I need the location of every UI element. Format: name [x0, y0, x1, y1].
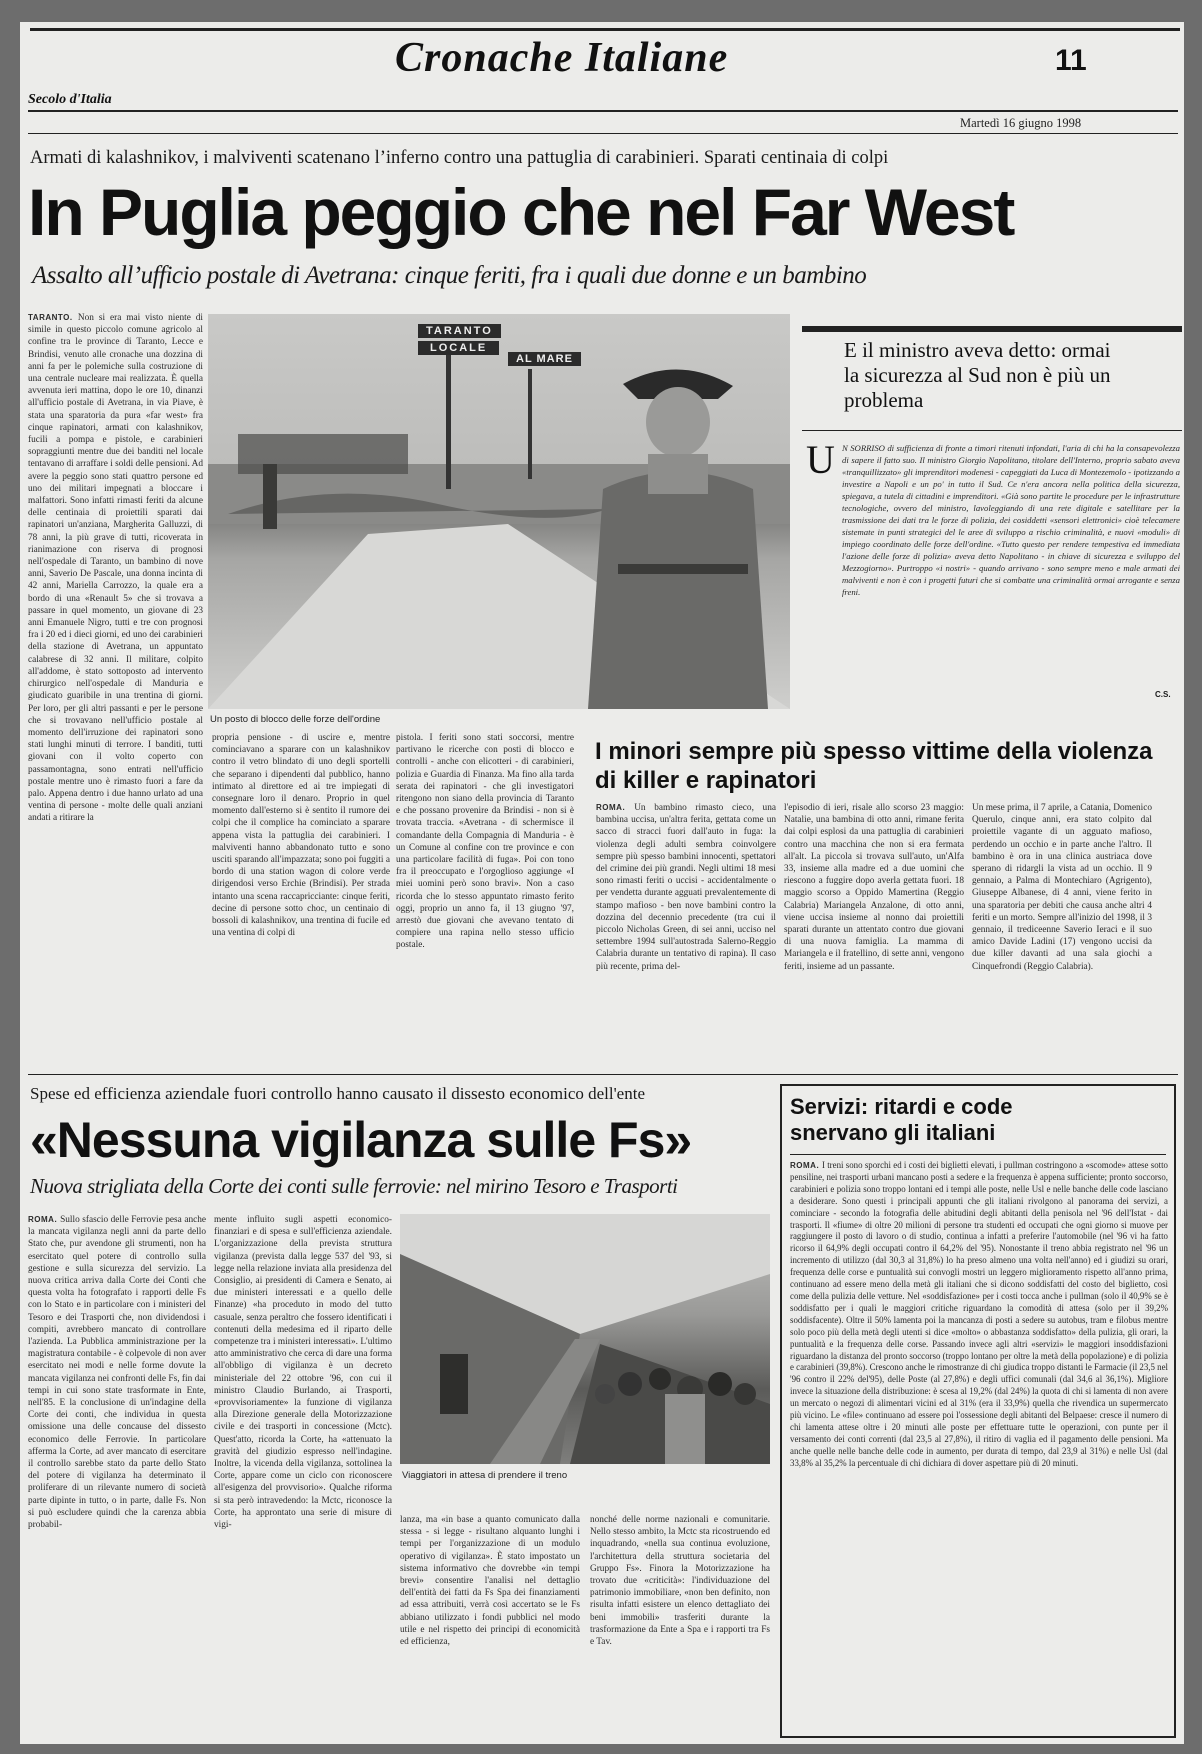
checkpoint-photo-graphic — [208, 314, 790, 709]
fs-column-4: nonché delle norme nazionali e comunitarie. Nello stesso ambito, la Mctc sta ricostruendo ed inquadrando, «nella sua continua evoluzione, l'architettura della struttura societaria del Gruppo Fs». Finora la Motorizzazione ha trovato due «criticità»: l'individuazione del patrimonio immobiliare, «non ben definito, non risulta infatti esistere un elenco dettagliato dei beni immobili» trasferiti durante la trasformazione da Ente a Spa e i rapporti tra Fs e Tav. — [590, 1515, 770, 1648]
road-sign-taranto: TARANTO — [418, 324, 501, 338]
fs-column-2: mente influito sugli aspetti economico-finanziari e di spesa e sull'efficienza aziendale. L'organizzazione della prevista struttura vigilanza (prevista dalla legge 537 del '93, si legge nella relazione inviata alla presidenza del Consiglio, ai presidenti di Camera e Senato, ai due ministeri interessati e a quello delle Finanze) «ha proceduto in modo del tutto casuale, senza peraltro che fossero identificati i contenuti della medesima ed il riparto delle competenze tra i ministeri interessati». L'ultimo atto amministrativo che cerca di dare una forma all'obbligo di vigilanza è un decreto ministeriale del 22 ottobre '96, con cui il ministro Claudio Burlando, ai Trasporti, «provvisoriamente» la funzione di vigilanza alla Direzione generale della Motorizzazione civile e dei trasporti in concessione (Mctc). Quest'atto, ricorda la Corte, ha «attenuato la gravità del giudizio espresso nell'indagine. Inoltre, la vicenda della vigilanza, sottolinea la Corte, appare come un ciclo con riconoscere all'esigenza del provvisorio». Qualche riforma si sta però intravedendo: la Mctc, riconosce la Corte, ha approntato una serie di misure di vigi- — [214, 1215, 392, 1531]
section-title: Cronache Italiane — [395, 35, 729, 81]
minister-box-signature: C.S. — [1155, 690, 1171, 699]
lead-kicker: Armati di kalashnikov, i malviventi scatenano l’inferno contro una pattuglia di carabinieri. Sparati centinaia di colpi — [30, 148, 889, 168]
minister-box-headline: E il ministro aveva detto: ormai la sicurezza al Sud non è più un problema — [844, 338, 1111, 412]
road-sign-locale: LOCALE — [418, 341, 499, 355]
lead-column-1 — [28, 312, 203, 1064]
minors-dateline: ROMA. — [596, 803, 635, 812]
minors-column-1 — [596, 802, 776, 1064]
services-body-text: I treni sono sporchi ed i costi dei biglietti elevati, i pullman costringono a «scomode» attese sotto pensiline, nei trasporti urbani mancano posti a sedere e la frequenza è appena sufficiente; pronto soccorso, carabinieri e polizia sono troppo lontani ed i tempi alle poste, nelle Usl e nelle banche delle code lasciano a desiderare. Sono questi i principali appunti che gli italiani rivolgono al panorama dei servizi, a cominciare - secondo la fotografia delle abitudini degli abitanti della penisola nel '96 dell'Istat - dai trasporti. Il «fiume» di oltre 20 milioni di persone tra studenti ed occupati che ogni giorno si muove per raggiungere il posto di lavoro o di studio, continua a infatti a preferire l'automobile (nel '96 vi ha fatto ricorso il 64,9% degli occupati contro il 64,2% del '95). Nonostante il treno abbia registrato nel '96 un incremento di utilizzo (dal 30,3 al 31,8%) lo ha preso almeno una volta nell'anno) ed i giudizi su orari, frequenza delle corse e puntualità sui convogli mostri un leggero miglioramento rispetto all'anno prima, continuano ad essere meno della metà gli italiani che si dicono soddisfatti del costo del biglietto, così come della pulizia delle vetture. Nel «soddisfazione» per i costi tocca anche i pullman (solo il 40,9% se è soddisfatto per i quali le maggiori critiche riguardano la comodità di attesa (solo per il 39,2% soddisfacente). Oltre il 50% lamenta poi la mancanza di posti a sedere su autobus, tram e filobus mentre solo poco più della metà degli utenti si dice «molto» o abbastanza soddisfatto» della pulizia, gli orari, la puntualità e la frequenza delle corse. Passando invece agli altri «servizi» le maggiori insoddisfazioni riguardano la distanza del pronto soccorso (troppo lontano per oltre la metà della popolazione) e di polizia e carabinieri (39,8%). Crescono anche le rimostranze di chi giudica troppo distanti le Farmacie (il 23,5 nel '96 contro il 22% del'95), delle Poste (al 27,8%) e degli uffici comunali (dal 34,6 al 36,1%). Migliore invece la situazione della distribuzione: è scesa al 19,2% (dal 24%) la quota di chi si lamenta di non avere un mercato o negozi di alimentari vicini ed al 31% (era il 33,9%) quella che rivendica un supermercato più vicino. Le «file» continuano ad essere poi l'ossessione degli abitanti del Belpaese: cresce il numero di chi lamenta attese oltre i 20 minuti alle poste per effettuare tutte le operazioni, con punte per il versamento dei conti correnti (dal 23,5 al 27,8%), il ritiro di vaglia ed il pagamento delle pensioni. Ma anche quelle nelle banche delle code in aumento, per durata di tempo, dal 23,9 al 31%) e nelle Usl (dal 33,8% al 35,2% la percentuale di chi dichiara di dover aspettare più di 20 minuti. — [790, 1160, 1168, 1468]
lead-headline: In Puglia peggio che nel Far West — [28, 175, 1014, 249]
lead-dateline: TARANTO. — [28, 313, 78, 322]
lead-subheadline: Assalto all’ufficio postale di Avetrana: cinque feriti, fra i quali due donne e un bambino — [32, 262, 867, 289]
minors-column-1-text: Un bambino rimasto cieco, una bambina uccisa, un'altra ferita, gettata come un sacco di stracci fuori dall'auto in fuga: la violenza degli adulti sembra coinvolgere sempre più spesso bambini innocenti, spettatori del crimine dei più grandi. Negli ultimi 18 mesi sono rimasti feriti o uccisi - accidentalmente o per vendetta durante agguati prevalentemente di stampo mafioso - ben nove bambini contro la dozzina del decennio precedente (tra cui il piccolo Nicholas Green, di sei anni, ucciso nel settembre 1994 sull'autostrada Salerno-Reggio Calabria durante un tentativo di rapina). Il caso più recente, prima del- — [596, 803, 776, 972]
minors-column-3: Un mese prima, il 7 aprile, a Catania, Domenico Querulo, cinque anni, era stato colpito dal proiettile vagante di un agguato mafioso, perdendo un occhio e in parte anche l'altro. Il bambino è ora in una clinica austriaca dove sperano di ridargli la vista ad un occhio. Il 9 gennaio, a Palma di Montechiaro (Agrigento), Giuseppe Albanese, di 4 anni, viene ferito in una sparatoria per debiti che causa anche altri 4 feriti e un morto. Sempre all'inizio del 1998, il 3 gennaio, il trediceenne Saverio Ieraci e il suo amico Davide Ladini (17) vengono uccisi da due killer davanti ad una sala giochi a Cinquefrondi (Reggio Calabria). — [972, 803, 1152, 972]
fs-column-1 — [28, 1214, 206, 1739]
page-number: 11 — [1055, 44, 1087, 77]
fs-dateline: ROMA. — [28, 1215, 61, 1224]
paper-name: Secolo d'Italia — [28, 92, 112, 107]
fs-subheadline: Nuova strigliata della Corte dei conti sulle ferrovie: nel mirino Tesoro e Trasporti — [30, 1174, 678, 1198]
services-body — [790, 1160, 1168, 1730]
fs-column-1-text: Sullo sfascio delle Ferrovie pesa anche la mancata vigilanza negli anni da parte dello Stato che, pur avendone gli strumenti, non ha esercitato quel potere di controllo sulla gestione e sulla sicurezza del servizio. La nuova critica arriva dalla Corte dei Conti che questa volta ha fotografato i rapporti delle Fs con lo Stato e in particolare con i ministeri del Tesoro e dei Trasporti che, non dividendosi i compiti, avrebbero mancato di controllare l'azienda. La Pubblica amministrazione per la magistratura contabile - è colpevole di non aver esercitato nei modi e nelle forme dovute la mancata vigilanza nei confronti delle Fs, fin dai tempi in cui sono state trasformate in Ente, nell'85. E la conclusione di un'indagine della Corte dei conti, che individua in questa omissione una delle concause del dissesto economico delle Ferrovie. In particolare afferma la Corte, ad aver mancato di esercitare il controllo sarebbe stato da parte dello Stato del potere di vigilanza ha determinato il proliferare di un rilevante numero di società parte dipinte in tutto, o in parte, dalle Fs. Non si può escludere quindi che la carenza abbia probabil- — [28, 1215, 206, 1531]
newspaper-page — [20, 22, 1184, 1744]
checkpoint-photo-caption: Un posto di blocco delle forze dell'ordine — [210, 714, 381, 725]
train-station-photo-caption: Viaggiatori in attesa di prendere il treno — [402, 1470, 568, 1481]
lead-column-1-text: Non si era mai visto niente di simile in questo piccolo comune agricolo al confine tra le province di Taranto, Lecce e Brindisi, venuto alle cronache una dozzina di anni fa per le polemiche sulla costruzione di una centrale nucleare mai realizzata. È quella avvenuta ieri mattina, dopo le ore 10, dinanzi all'ufficio postale di Avetrana, in via Piave, è stata una sparatoria da pura «far west» fra cinque rapinatori, armati con kalashnikov, fucili a pompa e pistole, e carabinieri sopraggiunti mentre due dei banditi nel locale tentavano di arraffare i soldi delle pensioni. Ad avere la peggio sono stati quattro persone ed uno dei militari impegnati a bloccare i malfattori. Sono infatti rimasti feriti da alcune delle centinaia di proiettili sparati dai rapinatori un'anziana, Margherita Galluzzi, di 78 anni, la più grave di tutti, ricoverata in rianimazione con riserva di prognosi nell'ospedale di Taranto, un bambino di nove anni, Saverio De Pascale, una donna incinta di 42 anni, Mariella Carrozzo, la quale era a bordo di una «Renault 5» che si trovava a passare in quel momento, un giovane di 23 anni Emanuele Nigro, tutti e tre con prognosi fra i 20 ed i dieci giorni, ed uno dei carabinieri della stazione di Avetrana, un appuntato calabrese di 32 anni. Il militare, colpito all'addome, è stato sottoposto ad intervento chirurgico nell'ospedale di Manduria e giudicato guaribile in una trentina di giorni. Per loro, per gli altri passanti e per le persone che si trovavano nell'ufficio postale al momento dell'irruzione dei rapinatori sono stati lunghi minuti di terrore. I banditi, tutti giovani con il volto coperto con passamontagna, sono entrati nell'ufficio postale mentre uno è rimasto fuori a fare da palo. Appena dentro i due hanno urlato ad una ventina di persone - molte delle quali anziani andati a ritirare la — [28, 313, 203, 824]
train-station-photo-graphic — [400, 1214, 770, 1464]
minister-box-body: N SORRISO di sufficienza di fronte a timori ritenuti infondati, l'aria di chi ha la consapevolezza di sapere il fatto suo. Il ministro Giorgio Napolitano, titolare dell'Interno, proprio sabato aveva «tranquillizzato» gli imprenditori modenesi - capeggiati da Luca di Montezemolo - ipotizzando a investire a Napoli e un po' in tutto il Sud. Ce n'era ancora nella politica della sicurezza, spiegava, a tutela di cittadini e imprenditori. «Già sono partite le procedure per le infrastrutture tecnologiche, ovvero del ministro, lavoleggiando di una rete digitale e satellitare per la trasmissione dei dati tra le forze di polizia, dei cosiddetti «sensori elettronici» cioè telecamere sistemate in punti strategici del le aree di sviluppo a rischio criminalità, e nuovi «moduli» di impiego coordinato delle forze dell'ordine. «Tutto questo per rendere tempestiva ed immediata l'azione delle forze di polizia» aveva detto Napolitano - in chiave di sicurezza e sviluppo del Mezzogiorno». Purtroppo «i nostri» - quando arrivano - sono sempre meno e male armati dei malviventi e non è con i progetti futuri che si combatte una criminalità ormai arrogante e senza freni. — [842, 443, 1180, 597]
minors-column-2: l'episodio di ieri, risale allo scorso 23 maggio: Natalie, una bambina di otto anni, rimane ferita dai colpi esplosi da una pattuglia di carabinieri contro una macchina che non si era fermata all'alt. La piccola si trovava sull'auto, un'Alfa 33, insieme alla madre ed a due uomini che riescono a fuggire dopo averla gettata fuori. 18 maggio scorso a Oppido Mamertina (Reggio Calabria) Mariangela Anzalone, di otto anni, viene uccisa insieme al nonno dai proiettili sparati durante un attentato contro due giovani di una nuova famiglia. La mamma di Mariangela e il fratellino, di sette anni, vengono feriti, insieme ad un passante. — [784, 803, 964, 972]
lead-column-2: propria pensione - di uscire e, mentre cominciavano a sparare con un kalashnikov contro il vetro blindato di uno degli sportelli che separano i dipendenti dal pubblico, hanno intimato al direttore ed ai tre impiegati di consegnare loro il denaro. Proprio in quel momento dall'esterno si è sentito il rumore dei colpi che il complice ha cominciato a sparare appena vista la pattuglia dei carabinieri. I malviventi hanno abbandonato tutto e sono usciti sparando all'impazzata; sono poi fuggiti a bordo di una station wagon di colore verde dirigendosi verso Erchie (Brindisi). Per strada intanto una scena raccapricciante: cinque feriti, decine di persone sotto choc, un centinaio di bossoli di kalashnikov, una trentina di fucile ed una ventina di colpi di — [212, 733, 390, 939]
minister-box-dropcap: U — [806, 437, 835, 482]
fs-headline: «Nessuna vigilanza sulle Fs» — [30, 1112, 692, 1168]
services-dateline: ROMA. — [790, 1161, 822, 1170]
road-sign-al-mare: AL MARE — [508, 352, 581, 366]
fs-kicker: Spese ed efficienza aziendale fuori controllo hanno causato il dissesto economico dell'ente — [30, 1084, 645, 1103]
fs-column-3: lanza, ma «in base a quanto comunicato dalla stessa - si legge - risultano alquanto lunghi i tempi per l'organizzazione di un modulo operativo di vigilanza». È stato impostato un sistema informativo che dovrebbe «in tempi brevi» consentire l'analisi nel dettaglio dell'entità dei fatti da Fs Spa dei finanziamenti ad essa attribuiti, verrà così accertato se le Fs abbiano utilizzato i fondi pubblici nel modo utile e nel rispetto dei principi di economicità ed efficienza, — [400, 1515, 580, 1648]
services-box — [780, 1084, 1176, 1738]
minors-headline: I minori sempre più spesso vittime della violenza di killer e rapinatori — [595, 738, 1153, 794]
lead-column-3: pistola. I feriti sono stati soccorsi, mentre partivano le ricerche con posti di blocco e controlli - anche con elicotteri - di carabinieri, polizia e Guardia di Finanza. Ma fino alla tarda serata dei rapinatori - che gli investigatori ritengono non siano della provincia di Taranto e che possano provenire da Brindisi - non si è trovata traccia. «Avetrana - di schermisce il comandante della Compagnia di Manduria - è un Comune al confine con tre province e con una particolare facilità di fuga». Poi con tono fra il preoccupato e l'orgoglioso aggiunge «I miei uomini però sono bravi». Non a caso ricorda che lo stesso appuntato rimasto ferito oggi, proprio un anno fa, il 13 giugno '97, arrestò due giovani che avevano tentato di compiere una rapina nello stesso ufficio postale. — [396, 733, 574, 951]
train-station-photo — [400, 1214, 770, 1464]
checkpoint-photo — [208, 314, 790, 709]
masthead — [20, 22, 1184, 142]
issue-date: Martedì 16 giugno 1998 — [960, 116, 1082, 130]
services-headline: Servizi: ritardi e code snervano gli italiani — [790, 1094, 1013, 1145]
